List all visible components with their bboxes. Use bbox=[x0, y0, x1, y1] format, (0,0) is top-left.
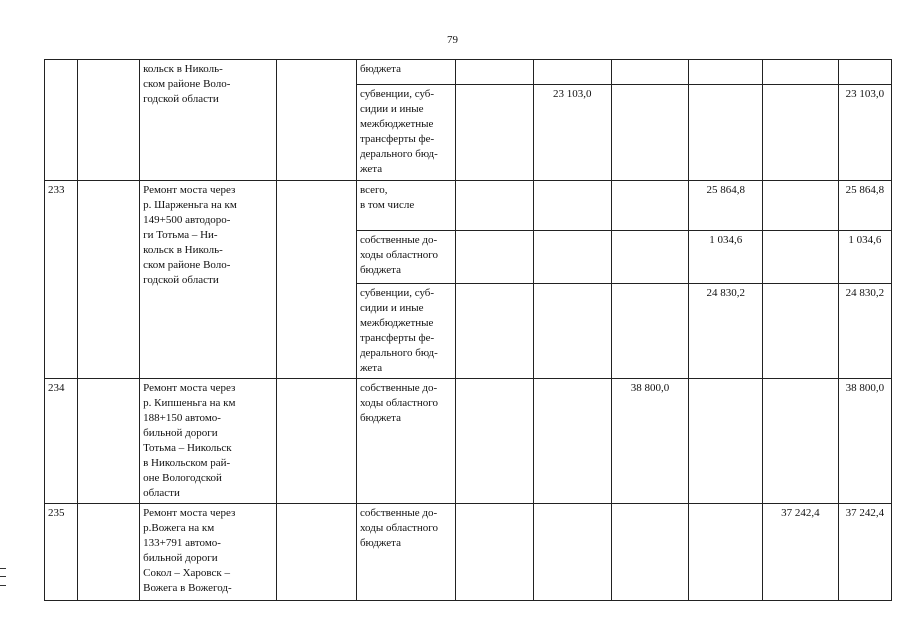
value-cell bbox=[611, 181, 689, 231]
empty-cell bbox=[77, 181, 139, 379]
value-cell: 24 830,2 bbox=[689, 284, 763, 379]
value-cell bbox=[611, 85, 689, 181]
empty-cell bbox=[277, 181, 357, 379]
value-cell bbox=[611, 60, 689, 85]
total-value-cell: 25 864,8 bbox=[838, 181, 891, 231]
value-cell bbox=[533, 284, 611, 379]
object-name-cell: кольск в Николь- ском районе Воло- годской области bbox=[140, 60, 277, 181]
object-name-cell: Ремонт моста через р. Кипшеньга на км 188+150 автомо- бильной дороги Тотьма – Никольск в Никольском рай- оне Вологодской области bbox=[140, 379, 277, 504]
value-cell bbox=[456, 284, 534, 379]
object-name-cell: Ремонт моста через р. Шарженьга на км 149+500 автодоро- ги Тотьма – Ни- кольск в Николь- ском районе Воло- годской области bbox=[140, 181, 277, 379]
total-value-cell: 37 242,4 bbox=[838, 504, 891, 601]
value-cell bbox=[533, 231, 611, 284]
funding-source-cell: собственные до- ходы областного бюджета bbox=[356, 379, 455, 504]
value-cell: 25 864,8 bbox=[689, 181, 763, 231]
value-cell bbox=[763, 231, 839, 284]
value-cell bbox=[611, 231, 689, 284]
table-row bbox=[45, 504, 892, 601]
row-number-cell: 233 bbox=[45, 181, 78, 379]
empty-cell bbox=[277, 60, 357, 181]
total-value-cell: 23 103,0 bbox=[838, 85, 891, 181]
funding-source-cell: собственные до- ходы областного бюджета bbox=[356, 231, 455, 284]
empty-cell bbox=[77, 60, 139, 181]
value-cell bbox=[456, 379, 534, 504]
empty-cell bbox=[77, 379, 139, 504]
row-number-cell bbox=[45, 60, 78, 181]
empty-cell bbox=[77, 504, 139, 601]
value-cell bbox=[533, 379, 611, 504]
total-value-cell: 24 830,2 bbox=[838, 284, 891, 379]
funding-source-cell: собственные до- ходы областного бюджета bbox=[356, 504, 455, 601]
table-row bbox=[45, 379, 892, 504]
value-cell bbox=[456, 85, 534, 181]
value-cell bbox=[456, 181, 534, 231]
value-cell bbox=[533, 181, 611, 231]
funding-source-cell: субвенции, суб- сидии и иные межбюджетные трансферты фе- дерального бюд- жета bbox=[356, 85, 455, 181]
value-cell bbox=[763, 284, 839, 379]
funding-source-cell: субвенции, суб- сидии и иные межбюджетные трансферты фе- дерального бюд- жета bbox=[356, 284, 455, 379]
margin-marks bbox=[0, 568, 6, 586]
funding-source-cell: всего, в том числе bbox=[356, 181, 455, 231]
value-cell bbox=[533, 504, 611, 601]
value-cell bbox=[763, 181, 839, 231]
empty-cell bbox=[277, 504, 357, 601]
value-cell bbox=[689, 379, 763, 504]
value-cell bbox=[689, 85, 763, 181]
budget-table bbox=[44, 59, 892, 601]
value-cell bbox=[611, 504, 689, 601]
object-name-cell: Ремонт моста через р.Вожега на км 133+791 автомо- бильной дороги Сокол – Харовск – Вожега в Вожегод- bbox=[140, 504, 277, 601]
value-cell bbox=[611, 284, 689, 379]
value-cell bbox=[763, 379, 839, 504]
total-value-cell bbox=[838, 60, 891, 85]
value-cell bbox=[456, 60, 534, 85]
value-cell bbox=[456, 504, 534, 601]
table-row bbox=[45, 181, 892, 231]
row-number-cell: 234 bbox=[45, 379, 78, 504]
empty-cell bbox=[277, 379, 357, 504]
row-number-cell: 235 bbox=[45, 504, 78, 601]
total-value-cell: 1 034,6 bbox=[838, 231, 891, 284]
value-cell bbox=[689, 504, 763, 601]
value-cell bbox=[763, 85, 839, 181]
value-cell bbox=[533, 60, 611, 85]
page-number: 79 bbox=[447, 34, 458, 46]
value-cell bbox=[456, 231, 534, 284]
value-cell: 37 242,4 bbox=[763, 504, 839, 601]
funding-source-cell: бюджета bbox=[356, 60, 455, 85]
value-cell bbox=[689, 60, 763, 85]
value-cell: 38 800,0 bbox=[611, 379, 689, 504]
value-cell: 23 103,0 bbox=[533, 85, 611, 181]
value-cell: 1 034,6 bbox=[689, 231, 763, 284]
value-cell bbox=[763, 60, 839, 85]
total-value-cell: 38 800,0 bbox=[838, 379, 891, 504]
table-row bbox=[45, 60, 892, 85]
